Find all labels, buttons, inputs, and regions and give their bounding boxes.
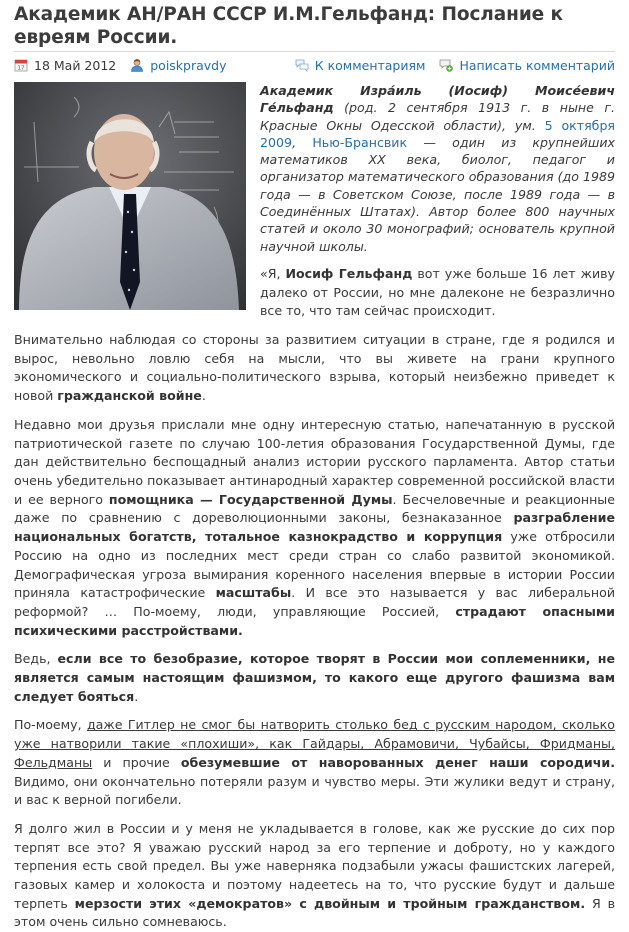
paragraph-2	[14, 331, 615, 406]
comments-link-wrap[interactable]	[295, 58, 426, 73]
user-icon	[130, 58, 144, 72]
text: и прочие	[92, 754, 181, 770]
add-comment-icon	[439, 58, 453, 72]
underlined-text: даже Гитлер не смог бы натворить столько бед с русским народом, сколько уже натворили такие «плохиши», как Гайдары, Абрамовичи, Чубайсы, Фридманы, Фельдманы	[14, 717, 615, 770]
bold-name: Иосиф Гельфанд	[285, 265, 413, 281]
text: Ведь,	[14, 651, 58, 667]
text: Я долго жил в России и у меня не укладывается в голове, как же русские до сих пор терпят все это? Я уважаю русский народ за его терпение и доброту, но у каждого терпения есть свой предел. Вы уже наверняка подзабыли ужасы фашистских лагерей, газовых камер и холокоста и поэтому надеетесь на то, что русские будут и дальше терпеть	[14, 820, 615, 911]
post-title: Академик АН/РАН СССР И.М.Гельфанд: Послание к евреям России.	[14, 4, 563, 48]
author-link[interactable]: poiskpravdy	[150, 57, 227, 73]
paragraph-3	[14, 416, 615, 640]
text: . И все это называется у вас либеральной реформой? … По-моему, люди, управляющие Россией,	[14, 585, 616, 619]
bold-text: если все то безобразие, которое творят в России мои соплеменники, не является самым настоящим фашизмом, то какого еще другого фашизма вам следует бояться	[14, 651, 615, 704]
post-author[interactable]	[130, 58, 226, 73]
bold-text: масштабы	[215, 585, 292, 601]
bio-sep: ,	[292, 134, 313, 150]
place-link[interactable]: Нью-Брансвик	[312, 134, 408, 150]
bold-text: обезумевшие от наворованных денег наши сородичи.	[180, 754, 615, 770]
bold-text: мерзости этих «демократов» с двойным и тройным гражданством.	[74, 895, 586, 911]
bold-text: гражданской войне	[57, 388, 202, 404]
text: .	[201, 388, 206, 404]
author-photo	[14, 82, 246, 310]
write-comment-link-wrap[interactable]	[439, 58, 615, 73]
portrait-image	[14, 82, 246, 310]
paragraph-5	[14, 716, 615, 810]
post-meta	[14, 52, 615, 78]
text: .	[134, 688, 139, 704]
bio-text-1: (род. 2 сентября 1913 г. в ныне г. Красные Окны Одесской области), ум.	[260, 100, 615, 133]
paragraph-4	[14, 650, 615, 706]
svg-text:17: 17	[17, 65, 25, 72]
text: . Бесчеловечные и реакционные даже по сравнению с дореволюционными законы, безнаказанное	[14, 491, 615, 526]
write-comment-link[interactable]: Написать комментарий	[459, 57, 615, 73]
text: Внимательно наблюдая со стороны за развитием ситуации в стране, где я родился и вырос, невольно ловлю себя на мысли, что вы живете на грани крупного экономического и социально-политического взрыва, который неизбежно приведет к новой	[14, 332, 615, 404]
text: Недавно мои друзья прислали мне одну интересную статью, напечатанную в русской патриотической газете по случаю 100-летия образования Государственной Думы, где дан действительно беспощадный анализ истории русского парламента. Автор статьи очень убедительно показывает антинародный характер современной российской власти и ее верного	[14, 416, 615, 507]
death-date-link[interactable]: 5 октября 2009	[260, 117, 616, 150]
text: вот уже больше 16 лет живу далеко от России, но мне далеконе не безразлично все то, что там сейчас происходит.	[260, 265, 615, 319]
text: Я в этом очень сильно сомневаюсь.	[14, 895, 615, 930]
calendar-icon	[14, 58, 28, 72]
to-comments-link[interactable]: К комментариям	[314, 57, 426, 73]
bio-text-2: — один из крупнейших математиков XX века, биолог, педагог и организатор математического образования (до 1989 года — в Советском Союзе, после 1989 года — в Соединённых Штатах). Автор более 800 научных статей и около 30 монографий; основатель крупной научной школы.	[260, 134, 616, 254]
text: «Я,	[260, 265, 286, 281]
bio-name: Академик Изра́иль (Иосиф) Моисе́евич Ге́льфанд	[260, 83, 615, 116]
post-date-text: 18 Май 2012	[34, 57, 117, 73]
bold-text: страдают опасными психическими расстройствами.	[14, 603, 615, 638]
bold-text: помощника — Государственной Думы	[108, 491, 393, 507]
comments-icon	[295, 58, 309, 72]
text: уже отбросили Россию на одно из последних мест среди стран со слабо развитой экономикой. Демографическая угроза вымирания коренного населения впервые в истории России приняла катастрофические	[14, 529, 616, 601]
text: Видимо, они окончательно потеряли разум и чувство меры. Эти жулики ведут и страну, и вас к верной погибели.	[14, 773, 615, 808]
bold-text: разграбление национальных богатств, тотальное казнокрадство и коррупция	[14, 510, 615, 545]
text: По-моему,	[14, 717, 87, 733]
post-date	[14, 58, 116, 73]
paragraph-6	[14, 820, 615, 932]
